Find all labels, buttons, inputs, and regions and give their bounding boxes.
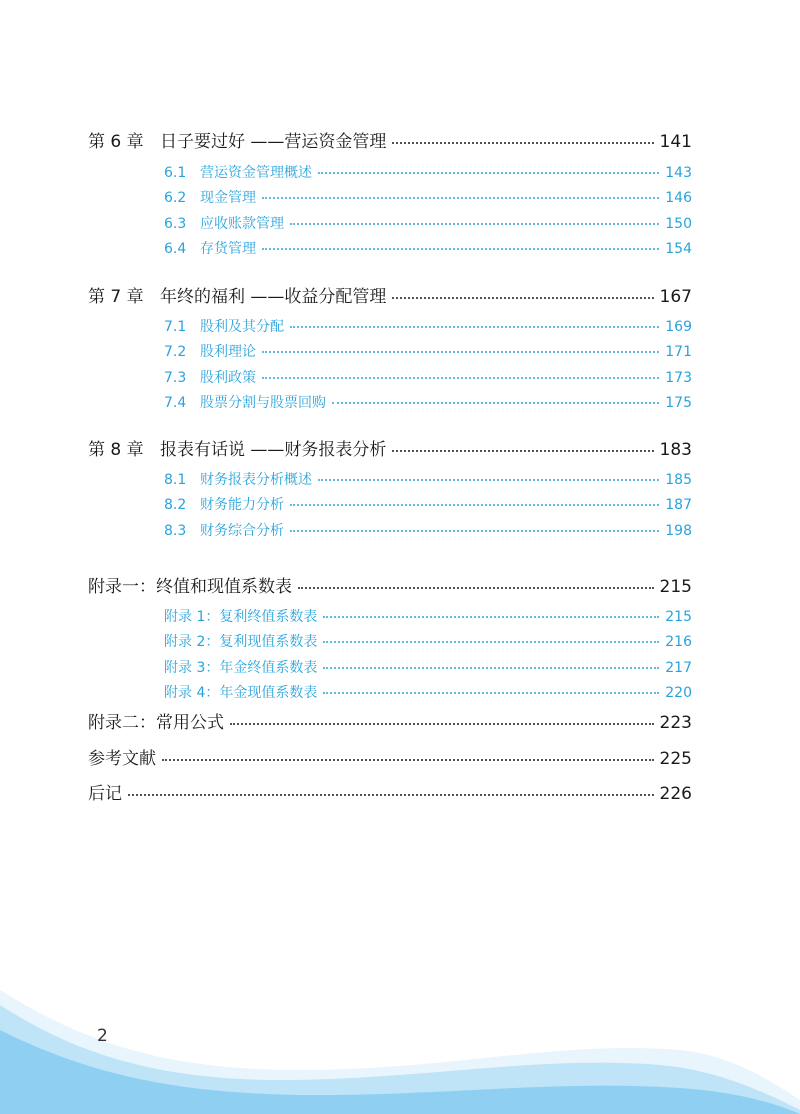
section-title: 股利及其分配 bbox=[200, 319, 284, 335]
dot-leader bbox=[392, 141, 653, 144]
toc-chapter-7[interactable] bbox=[88, 282, 692, 307]
section-number: 6.2 bbox=[164, 190, 187, 206]
dot-leader bbox=[290, 503, 659, 506]
dot-leader bbox=[323, 666, 659, 669]
toc-afterword[interactable] bbox=[88, 779, 692, 804]
section-page: 198 bbox=[665, 523, 692, 539]
section-page: 154 bbox=[665, 241, 692, 257]
toc-section-7-4[interactable] bbox=[164, 392, 692, 412]
section-number: 8.2 bbox=[164, 497, 187, 513]
appendix-item-title: 附录 4：年金现值系数表 bbox=[164, 685, 318, 701]
appendix-item-title: 附录 2：复利现值系数表 bbox=[164, 634, 318, 650]
dot-leader bbox=[262, 247, 659, 250]
references-title: 参考文献 bbox=[88, 749, 156, 769]
toc-section-7-3[interactable] bbox=[164, 367, 692, 387]
section-page: 187 bbox=[665, 497, 692, 513]
toc-section-8-2[interactable] bbox=[164, 494, 692, 514]
references-page: 225 bbox=[659, 749, 692, 769]
toc-section-6-2[interactable] bbox=[164, 187, 692, 207]
dot-leader bbox=[298, 586, 654, 589]
section-page: 143 bbox=[665, 165, 692, 181]
toc-section-6-1[interactable] bbox=[164, 162, 692, 182]
section-title: 股票分割与股票回购 bbox=[200, 395, 326, 411]
dot-leader bbox=[262, 196, 659, 199]
dot-leader bbox=[332, 401, 659, 404]
appendix-title: 附录一：终值和现值系数表 bbox=[88, 577, 292, 597]
section-number: 6.4 bbox=[164, 241, 187, 257]
toc-appendix-1-item-3[interactable] bbox=[164, 657, 692, 677]
afterword-title: 后记 bbox=[88, 784, 122, 804]
section-number: 7.2 bbox=[164, 344, 187, 360]
section-page: 173 bbox=[665, 370, 692, 386]
section-title: 营运资金管理概述 bbox=[200, 165, 312, 181]
toc-section-6-3[interactable] bbox=[164, 213, 692, 233]
toc-section-8-3[interactable] bbox=[164, 520, 692, 540]
dot-leader bbox=[162, 758, 654, 761]
dot-leader bbox=[318, 478, 659, 481]
appendix-item-title: 附录 3：年金终值系数表 bbox=[164, 660, 318, 676]
section-number: 8.1 bbox=[164, 472, 187, 488]
dot-leader bbox=[290, 222, 659, 225]
dot-leader bbox=[290, 325, 659, 328]
toc-chapter-6[interactable] bbox=[88, 127, 692, 152]
chapter-title: 日子要过好 ——营运资金管理 bbox=[160, 132, 387, 152]
appendix-item-page: 220 bbox=[665, 685, 692, 701]
appendix-item-page: 217 bbox=[665, 660, 692, 676]
appendix-item-page: 216 bbox=[665, 634, 692, 650]
toc-chapter-8[interactable] bbox=[88, 435, 692, 460]
section-number: 8.3 bbox=[164, 523, 187, 539]
section-number: 7.4 bbox=[164, 395, 187, 411]
section-page: 185 bbox=[665, 472, 692, 488]
dot-leader bbox=[230, 722, 654, 725]
section-title: 应收账款管理 bbox=[200, 216, 284, 232]
toc-references[interactable] bbox=[88, 744, 692, 769]
chapter-title: 年终的福利 ——收益分配管理 bbox=[160, 287, 387, 307]
toc-appendix-1-item-1[interactable] bbox=[164, 606, 692, 626]
chapter-page: 183 bbox=[659, 440, 692, 460]
dot-leader bbox=[323, 691, 659, 694]
dot-leader bbox=[318, 171, 659, 174]
appendix-item-page: 215 bbox=[665, 609, 692, 625]
section-number: 6.1 bbox=[164, 165, 187, 181]
section-title: 财务能力分析 bbox=[200, 497, 284, 513]
chapter-number: 第 7 章 bbox=[88, 287, 144, 307]
appendix-item-title: 附录 1：复利终值系数表 bbox=[164, 609, 318, 625]
dot-leader bbox=[323, 640, 659, 643]
dot-leader bbox=[392, 449, 653, 452]
toc-appendix-1-item-4[interactable] bbox=[164, 682, 692, 702]
section-title: 存货管理 bbox=[200, 241, 256, 257]
toc-section-7-1[interactable] bbox=[164, 316, 692, 336]
section-page: 171 bbox=[665, 344, 692, 360]
appendix-page: 215 bbox=[659, 577, 692, 597]
section-title: 财务报表分析概述 bbox=[200, 472, 312, 488]
chapter-page: 167 bbox=[659, 287, 692, 307]
section-title: 财务综合分析 bbox=[200, 523, 284, 539]
section-number: 7.1 bbox=[164, 319, 187, 335]
appendix-title: 附录二：常用公式 bbox=[88, 713, 224, 733]
section-title: 股利理论 bbox=[200, 344, 256, 360]
page-number: 2 bbox=[97, 1026, 108, 1046]
section-page: 146 bbox=[665, 190, 692, 206]
chapter-page: 141 bbox=[659, 132, 692, 152]
toc-section-8-1[interactable] bbox=[164, 469, 692, 489]
dot-leader bbox=[290, 529, 659, 532]
afterword-page: 226 bbox=[659, 784, 692, 804]
section-title: 股利政策 bbox=[200, 370, 256, 386]
chapter-title: 报表有话说 ——财务报表分析 bbox=[160, 440, 387, 460]
appendix-page: 223 bbox=[659, 713, 692, 733]
chapter-number: 第 8 章 bbox=[88, 440, 144, 460]
section-page: 150 bbox=[665, 216, 692, 232]
section-number: 6.3 bbox=[164, 216, 187, 232]
toc-appendix-1[interactable] bbox=[88, 572, 692, 597]
dot-leader bbox=[392, 296, 653, 299]
dot-leader bbox=[262, 376, 659, 379]
section-number: 7.3 bbox=[164, 370, 187, 386]
dot-leader bbox=[323, 615, 659, 618]
toc-appendix-2[interactable] bbox=[88, 708, 692, 733]
toc-appendix-1-item-2[interactable] bbox=[164, 631, 692, 651]
chapter-number: 第 6 章 bbox=[88, 132, 144, 152]
dot-leader bbox=[262, 350, 659, 353]
section-page: 169 bbox=[665, 319, 692, 335]
toc-section-7-2[interactable] bbox=[164, 341, 692, 361]
section-page: 175 bbox=[665, 395, 692, 411]
dot-leader bbox=[128, 793, 654, 796]
section-title: 现金管理 bbox=[200, 190, 256, 206]
toc-section-6-4[interactable] bbox=[164, 238, 692, 258]
